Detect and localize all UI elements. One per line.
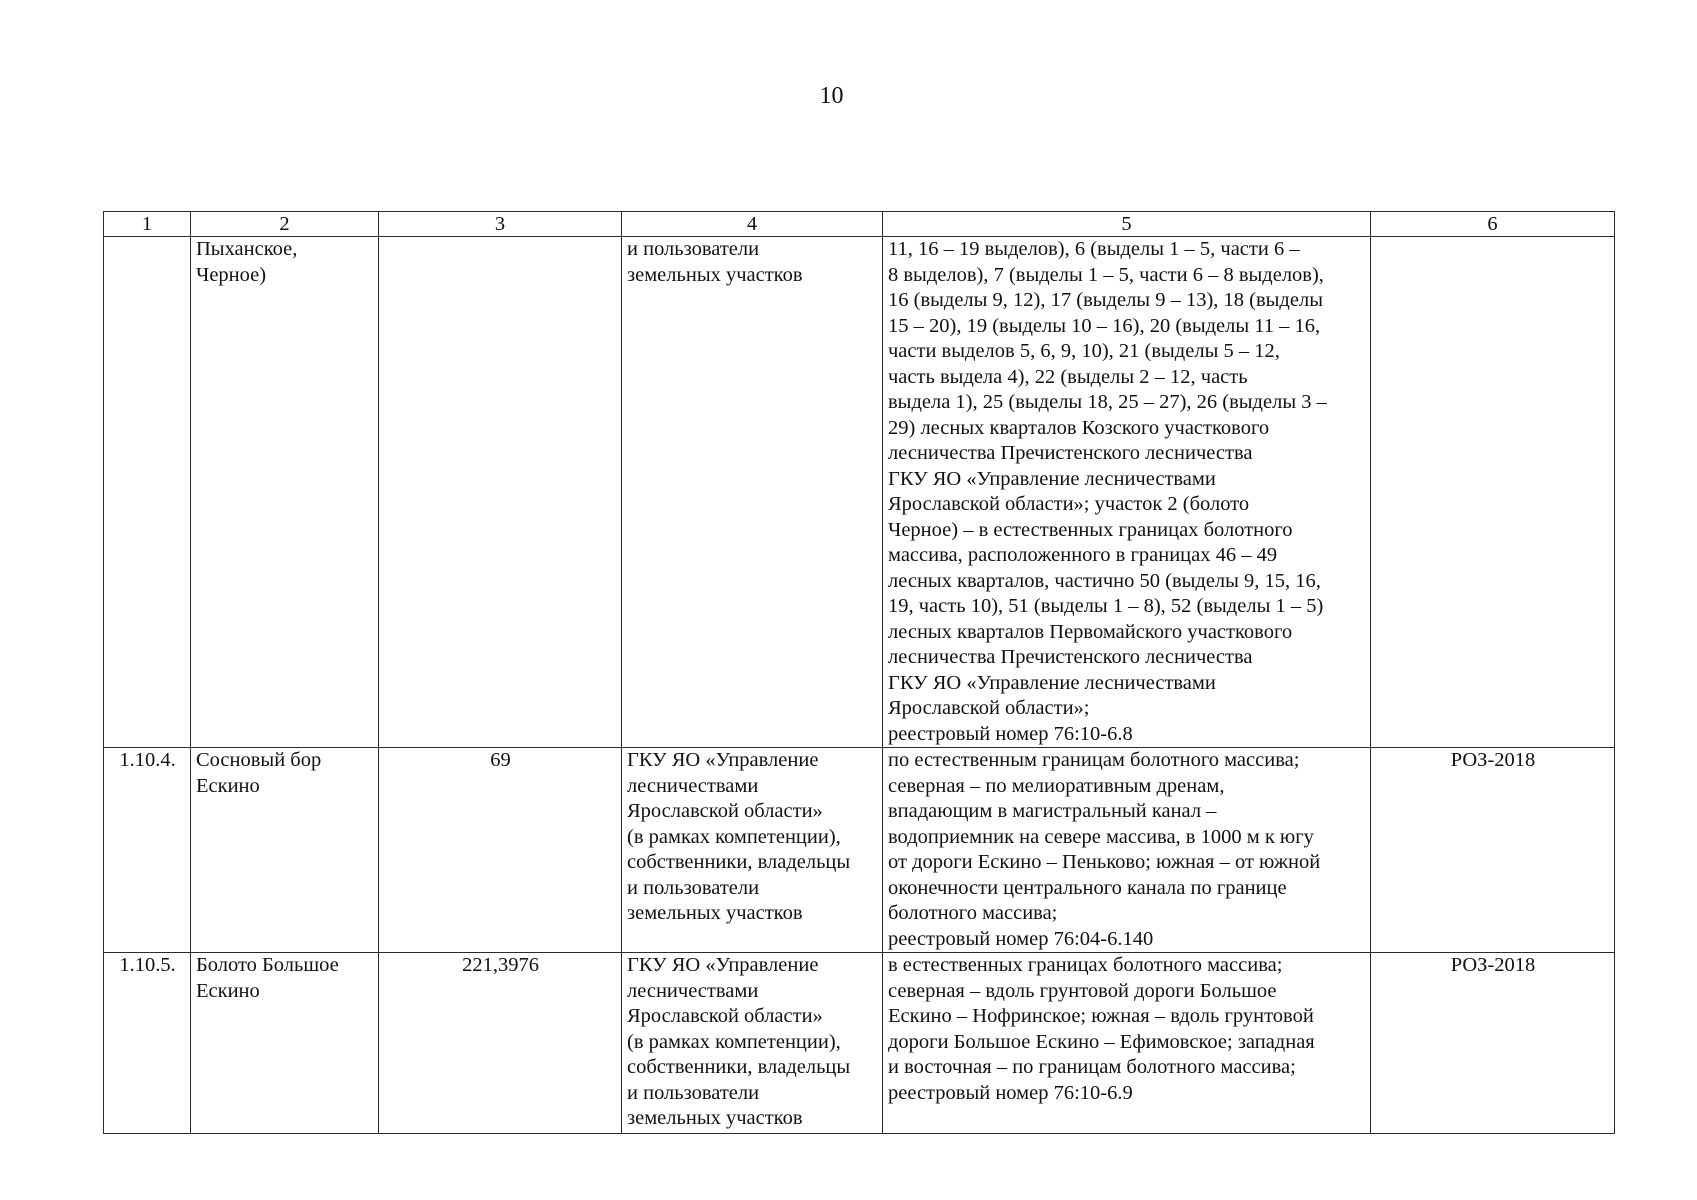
cell-document: РОЗ-2018: [1371, 748, 1615, 953]
cell-area: 69: [379, 748, 622, 953]
column-header-4: 4: [622, 212, 883, 237]
cell-description: в естественных границах болотного массива; северная – вдоль грунтовой дороги Большое Ескино – Нофринское; южная – вдоль грунтовой дороги Большое Ескино – Ефимовское; западная и восточная – по границам болотного массива; реестровый номер 76:10-6.9: [883, 953, 1371, 1134]
cell-name: Пыханское, Черное): [191, 237, 379, 748]
table-row: [104, 237, 1615, 748]
cell-name: Болото Большое Ескино: [191, 953, 379, 1134]
page-number: 10: [819, 83, 844, 109]
cell-number: 1.10.4.: [104, 748, 191, 953]
column-header-6: 6: [1371, 212, 1615, 237]
cell-area: 221,3976: [379, 953, 622, 1134]
cell-number: [104, 237, 191, 748]
protected-areas-table: [103, 211, 1615, 1134]
column-number-row: [104, 212, 1615, 237]
cell-description: по естественным границам болотного массива; северная – по мелиоративным дренам, впадающим в магистральный канал – водоприемник на севере массива, в 1000 м к югу от дороги Ескино – Пеньково; южная – от южной оконечности центрального канала по границе болотного массива; реестровый номер 76:04-6.140: [883, 748, 1371, 953]
column-header-3: 3: [379, 212, 622, 237]
cell-responsible: ГКУ ЯО «Управление лесничествами Ярославской области» (в рамках компетенции), собственники, владельцы и пользователи земельных участков: [622, 748, 883, 953]
cell-responsible: ГКУ ЯО «Управление лесничествами Ярославской области» (в рамках компетенции), собственники, владельцы и пользователи земельных участков: [622, 953, 883, 1134]
column-header-2: 2: [191, 212, 379, 237]
cell-document: РОЗ-2018: [1371, 953, 1615, 1134]
column-header-5: 5: [883, 212, 1371, 237]
cell-name: Сосновый бор Ескино: [191, 748, 379, 953]
table-row: [104, 748, 1615, 953]
cell-area: [379, 237, 622, 748]
cell-description: 11, 16 – 19 выделов), 6 (выделы 1 – 5, части 6 – 8 выделов), 7 (выделы 1 – 5, части 6 – 8 выделов), 16 (выделы 9, 12), 17 (выделы 9 – 13), 18 (выделы 15 – 20), 19 (выделы 10 – 16), 20 (выделы 11 – 16, части выделов 5, 6, 9, 10), 21 (выделы 5 – 12, часть выдела 4), 22 (выделы 2 – 12, часть выдела 1), 25 (выделы 18, 25 – 27), 26 (выделы 3 – 29) лесных кварталов Козского участкового лесничества Пречистенского лесничества ГКУ ЯО «Управление лесничествами Ярославской области»; участок 2 (болото Черное) – в естественных границах болотного массива, расположенного в границах 46 – 49 лесных кварталов, частично 50 (выделы 9, 15, 16, 19, часть 10), 51 (выделы 1 – 8), 52 (выделы 1 – 5) лесных кварталов Первомайского участкового лесничества Пречистенского лесничества ГКУ ЯО «Управление лесничествами Ярославской области»; реестровый номер 76:10-6.8: [883, 237, 1371, 748]
table-row: [104, 953, 1615, 1134]
cell-responsible: и пользователи земельных участков: [622, 237, 883, 748]
cell-number: 1.10.5.: [104, 953, 191, 1134]
cell-document: [1371, 237, 1615, 748]
column-header-1: 1: [104, 212, 191, 237]
